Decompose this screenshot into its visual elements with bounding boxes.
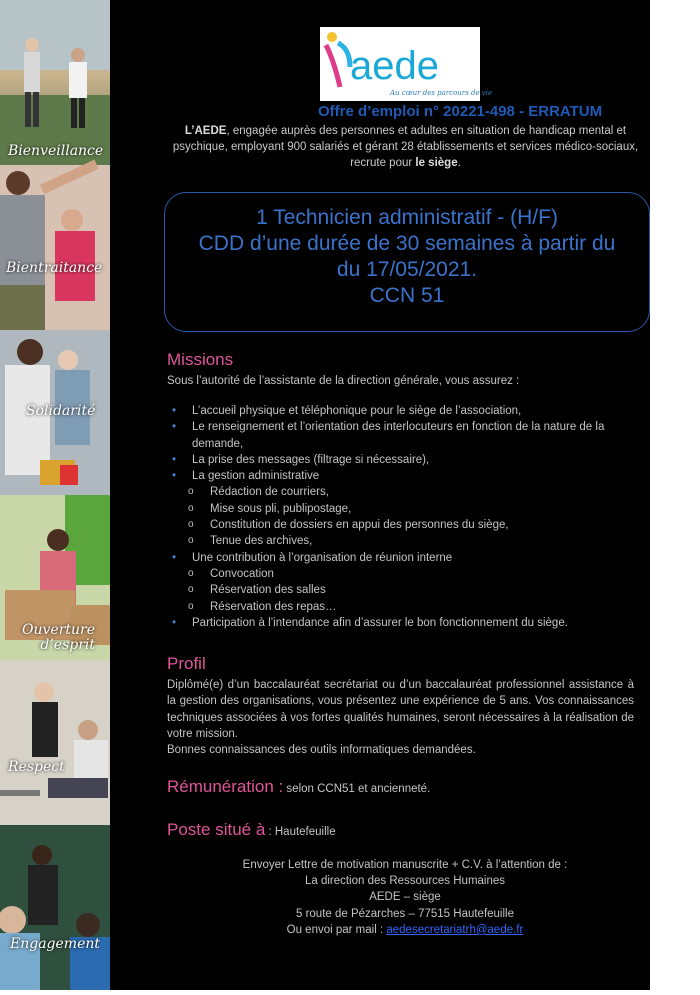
photo-panel-engagement [0,825,110,990]
label-ouverture: Ouverture d’esprit [22,622,96,653]
intro-text: , engagée auprès des personnes et adultes en situation de handicap mental et psychique, employant 900 salariés et gérant 28 établissements et services médico-sociaux, recrute pour [172,125,639,169]
list-subitem: o Convocation [172,566,642,582]
label-respect: Respect [8,759,65,775]
label-engagement: Engagement [10,936,100,952]
poste-heading: Poste situé à [167,820,266,839]
list-item: • La prise des messages (filtrage si nécessaire), [172,452,642,468]
conversation-illustration [0,660,110,825]
svg-text:Au cœur des parcours de vie: Au cœur des parcours de vie [390,89,493,97]
label-bientraitance: Bientraitance [6,260,103,276]
profil-heading: Profil [167,654,206,673]
intro-paragraph [168,123,643,171]
footer-line: Envoyer Lettre de motivation manuscrite + C.V. à l’attention de : [242,859,568,871]
aede-logo [320,27,493,101]
label-solidarite: Solidarité [26,403,96,419]
remuneration-text: selon CCN51 et ancienneté. [283,783,431,795]
missions-heading: Missions [167,350,234,369]
photo-panel-respect [0,660,110,825]
list-subitem: o Mise sous pli, publipostage, [172,501,642,517]
photo-panel-ouverture [0,495,110,660]
job-title: 1 Technicien administratif - (H/F) [256,206,558,229]
footer-mail-line [165,922,645,938]
values-photo-strip [0,0,110,990]
footer-line: AEDE – siège [369,891,441,904]
list-subitem: o Réservation des salles [172,582,642,598]
caregiver-illustration [0,165,110,330]
list-item: • La gestion administrative [172,468,642,484]
intro-end: . [457,157,461,169]
profil-text: Diplômé(e) d’un baccalauréat secrétariat ou d’un baccalauréat professionnel assistance à la gestion des organisations, vous présentez une expérience de 5 ans. Vos connaissances techniques associées à vos fortes qualités humaines, seront nécessaires à la réalisation de votre mission. [167,679,634,740]
footer-address: 5 route de Pézarches – 77515 Hautefeuille [295,907,514,920]
profil-text-tools: Bonnes connaissances des outils informatiques demandées. [167,744,476,756]
poste-line [167,820,336,840]
list-item: • Participation à l’intendance afin d’assurer le bon fonctionnement du siège. [172,615,642,631]
footer-mail-label: Ou envoi par mail : [286,923,387,936]
application-instructions [165,857,645,938]
org-name: L’AEDE [184,125,227,137]
job-convention: CCN 51 [369,284,445,307]
photo-panel-solidarite [0,330,110,495]
photo-panel-bienveillance [0,0,110,165]
photo-panel-bientraitance [0,165,110,330]
missions-list [172,403,642,631]
list-subitem: o Rédaction de courriers, [172,484,642,500]
intro-highlight: le siège [415,157,458,169]
job-title-box [164,192,650,332]
footer-line: La direction des Ressources Humaines [304,875,506,888]
list-item: • Une contribution à l’organisation de réunion interne [172,550,642,566]
job-contract: CDD d’une durée de 30 semaines à partir du [198,232,616,255]
classroom-illustration [0,825,110,990]
job-start-date: du 17/05/2021. [336,258,478,281]
missions-intro: Sous l’autorité de l’assistante de la direction générale, vous assurez : [167,375,520,387]
remuneration-line [167,777,430,797]
svg-text:aede: aede [350,44,439,88]
label-bienveillance: Bienveillance [8,143,104,159]
list-item: • L’accueil physique et téléphonique pour le siège de l’association, [172,403,642,419]
list-item: • Le renseignement et l’orientation des interlocuteurs en fonction de la nature de la demande, [172,419,642,452]
list-subitem: o Tenue des archives, [172,533,642,549]
poste-text: : Hautefeuille [265,826,336,838]
list-subitem: o Réservation des repas… [172,599,642,615]
people-walking-illustration [0,0,110,165]
list-subitem: o Constitution de dossiers en appui des personnes du siège, [172,517,642,533]
email-link[interactable]: aedesecretariatrh@aede.fr [386,923,524,936]
remuneration-heading: Rémunération : [167,777,284,796]
aede-logo-graphic [320,27,493,101]
offer-title: Offre d’emploi n° 20221-498 - ERRATUM [318,103,603,120]
